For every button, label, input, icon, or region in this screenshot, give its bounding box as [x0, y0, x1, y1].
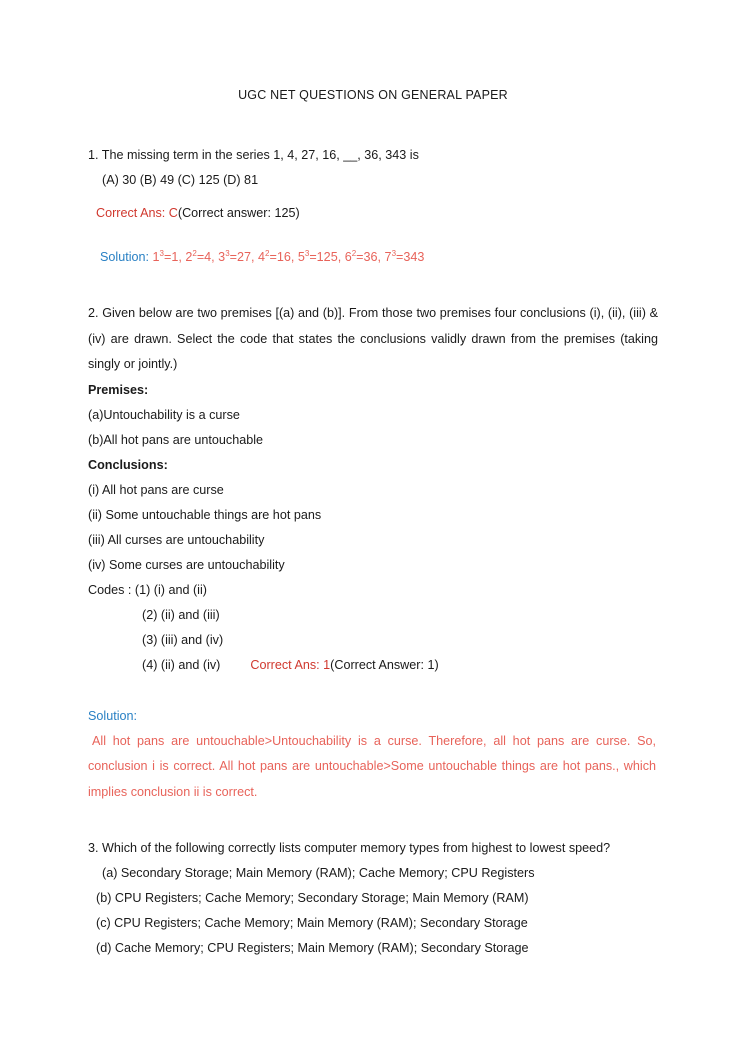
question-1-answer-label: Correct Ans: C [96, 206, 178, 220]
question-2-conclusion-i: (i) All hot pans are curse [88, 482, 224, 497]
question-2-codes-1: Codes : (1) (i) and (ii) [88, 582, 207, 597]
question-2-premises-heading: Premises: [88, 382, 149, 397]
spacer-after-title [88, 104, 658, 143]
question-1-text: 1. The missing term in the series 1, 4, 27, 16, __, 36, 343 is [88, 148, 419, 162]
question-2-conclusion-ii: (ii) Some untouchable things are hot pans [88, 507, 322, 522]
spacer-before-q2-solution [88, 678, 658, 704]
question-1-answer-note: (Correct answer: 125) [177, 206, 300, 220]
question-2-codes-3: (3) (iii) and (iv) [142, 632, 224, 647]
solution-term: $7^3=343$ [384, 248, 425, 264]
question-2-answer-note: (Correct Answer: 1) [330, 657, 439, 672]
solution-term: $4^2=16$, [258, 248, 295, 264]
question-2-solution-body: All hot pans are untouchable>Untouchability is a curse. Therefore, all hot pans are curse. So, conclusion i is correct. All hot pans are untouchable>Some untouchable things are hot pans., which implies conclusion ii is correct. [88, 733, 656, 799]
solution-term: $3^3=27$, [218, 248, 255, 264]
question-2-premise-b: (b)All hot pans are untouchable [88, 432, 264, 447]
solution-term: $1^3=1$, [152, 248, 182, 264]
question-1-solution-math [149, 250, 424, 264]
question-2-answer-label: Correct Ans: 1 [250, 657, 331, 672]
document-content [88, 86, 658, 961]
question-3-option-a: (a) Secondary Storage; Main Memory (RAM); Cache Memory; CPU Registers [102, 866, 535, 880]
question-1-solution-label: Solution: [100, 250, 150, 264]
question-2-conclusion-iii: (iii) All curses are untouchability [88, 532, 265, 547]
spacer-before-q1-solution [88, 226, 658, 245]
question-3-text: 3. Which of the following correctly lists computer memory types from highest to lowest speed? [88, 841, 611, 855]
question-1-answer-row [88, 201, 658, 226]
spacer-before-q2 [88, 270, 658, 301]
spacer-q1-options [88, 193, 658, 201]
question-2-premise-a: (a)Untouchability is a curse [88, 407, 240, 422]
question-2-text: 2. Given below are two premises [(a) and (b)]. From those two premises four conclusions (i), (ii), (iii) & (iv) are drawn. Select the code that states the conclusions validly drawn from the premises (taking singly or jointly.) [88, 306, 658, 371]
solution-term: $2^2=4$, [185, 248, 215, 264]
question-1-options: (A) 30 (B) 49 (C) 125 (D) 81 [102, 173, 259, 187]
question-3-option-c: (c) CPU Registers; Cache Memory; Main Memory (RAM); Secondary Storage [96, 916, 528, 930]
question-1-solution-row [88, 245, 658, 270]
document-title: UGC NET QUESTIONS ON GENERAL PAPER [238, 88, 508, 102]
question-3-option-b: (b) CPU Registers; Cache Memory; Secondary Storage; Main Memory (RAM) [96, 891, 529, 905]
question-2-solution-label: Solution: [88, 708, 138, 723]
question-2-codes-2: (2) (ii) and (iii) [142, 607, 220, 622]
question-2-conclusions-heading: Conclusions: [88, 457, 168, 472]
question-2-codes-4-row [88, 653, 658, 678]
question-3-option-d: (d) Cache Memory; CPU Registers; Main Memory (RAM); Secondary Storage [96, 941, 529, 955]
question-2-solution-text [88, 729, 656, 806]
solution-term: $6^2=36$, [344, 248, 382, 264]
question-2-conclusion-iv: (iv) Some curses are untouchability [88, 557, 285, 572]
spacer-before-q3 [88, 805, 658, 836]
solution-term: $5^3=125$, [297, 248, 342, 264]
question-2-codes-4: (4) (ii) and (iv) [142, 657, 221, 672]
